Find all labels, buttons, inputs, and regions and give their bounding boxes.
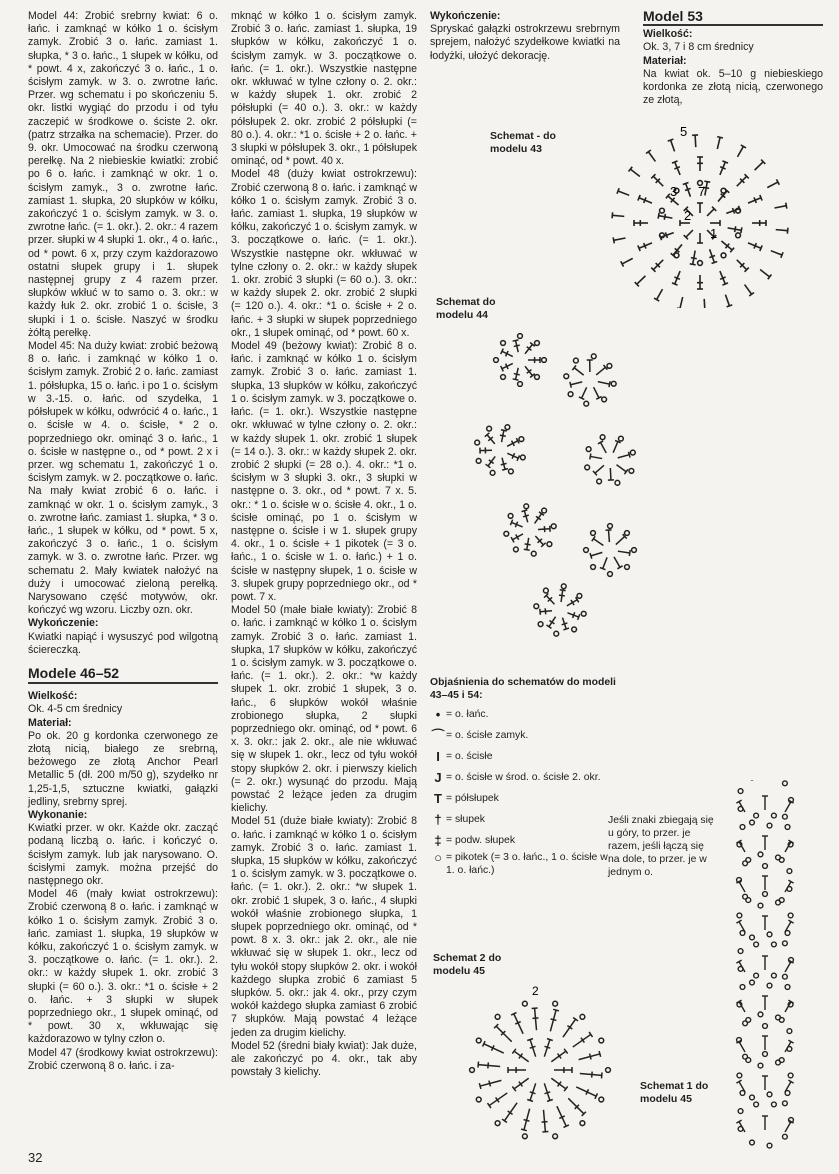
page-number: 32 — [28, 1150, 43, 1165]
diagram-number: 2 — [684, 208, 692, 223]
column-2 — [231, 10, 417, 1079]
schemat-2-label: Schemat 2 do modelu 45 — [433, 952, 502, 977]
diagram-number: 5 — [680, 124, 688, 139]
work-label: Wykonanie: — [28, 808, 88, 821]
model-46-text: Model 46 (mały kwiat ostrokrzewu): Zrobić czerwoną 8 o. łańc. i zamknąć w kółko 1 o. ścisłym zamyk. Zrobić 3 o. łańc. zamiast 1. słupka, 19 słupków w kółku, zakończyć 1 o. ścisłym zamyk. w 3. początkowe o. łańc. (= 1. okr.). 2. okr.: w każdy słupek 1. okr. zrobić 3 słupki (= 60 o.). 3. okr.: *1 o. ścisłe + 2 o. łańc. + 3 słupki w słupek poprzedniego okr., 1 słupek ominąć, od * powt. 30 x, wkłuwając się każdorazowo w tylny człon o. — [28, 888, 218, 1046]
half-double-icon: T — [434, 791, 442, 806]
material-label-53: Materiał: — [643, 54, 687, 67]
size-text-53: Ok. 3, 7 i 8 cm średnicy — [643, 41, 754, 54]
chain-icon: • — [435, 707, 441, 722]
diagram-number: 3 — [670, 184, 678, 199]
crochet-diagram-45-1 — [700, 780, 830, 1160]
section-title-46-52: Modele 46–52 — [28, 667, 218, 684]
column-3-top — [430, 10, 620, 63]
schemat-44-label: Schemat do modelu 44 — [436, 296, 496, 321]
model-47-text: Model 47 (środkowy kwiat ostrokrzewu): Zrobić czerwoną 8 o. łańc. i za- — [28, 1046, 218, 1072]
legend-item: J = o. ścisłe w środ. o. ścisłe 2. okr. — [430, 767, 620, 788]
material-label: Materiał: — [28, 716, 72, 729]
note-text: Jeśli znaki zbiegają się u góry, to przer. je razem, jeśli łączą się na dole, to przer. je w jednym o. — [608, 815, 714, 878]
material-text: Po ok. 20 g kordonka czerwonego ze złotą nicią, białego ze srebrną, beżowego ze złotą Anchor Pearl Metallic 5 (dł. 200 m/50 g), szydełko nr 1,25-1,5, sztuczne kwiatki, gałązki jedliny, srebrny sprej. — [28, 729, 218, 808]
diagram-number: 2 — [532, 984, 539, 998]
legend-item: ‡ = podw. słupek — [430, 830, 620, 851]
crochet-diagram-43 — [560, 118, 820, 308]
size-text: Ok. 4-5 cm średnicy — [28, 703, 123, 716]
finish-label: Wykończenie: — [28, 617, 99, 630]
picot-icon: ○ — [434, 850, 442, 865]
diagram-number: 7 — [698, 184, 706, 199]
legend-item: T = półsłupek — [430, 788, 620, 809]
work-text: Kwiatki przer. w okr. Każde okr. zacząć podaną liczbą o. łańc. i kończyć o. ścisłym zamyk. lub jak narysowano. O. ścisłymi zamyk. można przejść do następnego okr. — [28, 822, 218, 887]
model-49-text: Model 49 (beżowy kwiat): Zrobić 8 o. łańc. i zamknąć w kółko 1 o. ścisłym zamyk. Zrobić 3 o. łańc. zamiast 1. słupka, 13 słupków w kółku, zakończyć 1 o. ścisłym zamyk. w 3. początkowe o. łańc. (= 1. okr.). Wszystkie następne okr. wkłuwać w tylne człony o. 2. okr.: w każdy słupek 1. okr. zrobić 1 słupek (= 14 o.). 3. okr.: w każdy słupek 2. okr. zrobić 2 słupki (= 28 o.). 4. okr.: *1 o. ścisłym w 3 słupki 3. okr., 3 słupki w następne o. 3. okr., od * powt. 7 x. 5. okr.: * 1 o. ścisłe w o. ścisłe 4. okr., 1 o. ścisłe ominąć, po 1 o. ścisłym w następne o. ścisłe i w 1. słupek grupy 4. okr., 1 o. ścisłe + 1 pikotek (= 3 o. łańc., 1 o. ścisłe w 1. o. łańc.) + 1 o. ścisłe w następny słupek, 1 o. ścisłe w 3. słupek grupy poprzedniego okr., od * powt. 7 x. — [231, 340, 417, 603]
crochet-diagram-45-2 — [440, 975, 640, 1155]
model-51-text: Model 51 (duże białe kwiaty): Zrobić 8 o. łańc. i zamknąć w kółko 1 o. ścisłym zamyk. Zrobić 3 o. łańc. zamiast 1. słupka, 15 słupków w kółku, zakończyć 1 o. ścisłym zamyk. w 3. początkowe o. łańc. (= 1. okr.). 2. okr.: *w słupek 1. okr. zrobić 1 słupek, 3 o. łańc., 4 słupki wokół właśnie zrobionego słupka, 1 słupek poprzedniego okr. ominąć, od * powt. 8 x. 3. okr.: jak 2. okr., ale nie wkłuwać się w słupek 1. okr., lecz od tyłu wokół stopy słupków 2. okr. i wokół każdego słupka zrobić 6 zamiast 5 słupków. 5. okr.: jak 4. okr., przy czym wokół każdego słupka zamiast 6 zrobić 7 słupków. Mają powstać 4 leżące jeden za drugim kielichy. — [231, 815, 417, 1039]
model-47-cont-text: mknąć w kółko 1 o. ścisłym zamyk. Zrobić 3 o. łańc. zamiast 1. słupka, 19 słupków w kółku, zakończyć 1 o. ścisłym zamyk. w 3. początkowe o. łańc. (= 1. okr.). Wszystkie następne okr. wkłuwać w tylne człony o. 2. okr.: w każdy słupek 1. okr. zrobić 2 półsłupki (= 40 o.). 3. okr.: w każdy półsłupek 2. okr. zrobić 2 półsłupki (= 80 o.). 4. okr.: *1 o. ścisłe + 2 o. łańc. + 3 słupki w półsłupek 3. okr., 1 półsłupek ominąć, od * powt. 40 x. — [231, 10, 417, 168]
model-53-title: Model 53 — [643, 10, 823, 26]
legend-item: ○ = pikotek (= 3 o. łańc., 1 o. ścisłe w 1. o. łańc.) — [430, 851, 620, 879]
finish-text-2: Spryskać gałązki ostrokrzewu srebrnym sprejem, nałożyć szydełkowe kwiatki na łodyżki, ułożyć dekorację. — [430, 23, 620, 62]
legend-title: Objaśnienia do schematów do modeli 43–45 i 54: — [430, 677, 616, 701]
single-crochet-center-icon: J — [434, 770, 442, 785]
slip-stitch-icon: ⌒ — [431, 728, 445, 743]
legend-item: • = o. łańc. — [430, 704, 620, 725]
legend-item: I = o. ścisłe — [430, 746, 620, 767]
model-52-text: Model 52 (średni biały kwiat): Jak duże, ale zakończyć po 4. okr., tak aby powstały 3 kielichy. — [231, 1039, 417, 1079]
column-1 — [28, 10, 218, 1073]
finish-text: Kwiatki napiąć i wysuszyć pod wilgotną ściereczką. — [28, 630, 218, 656]
column-4-top — [643, 10, 823, 107]
material-text-53: Na kwiat ok. 5–10 g niebieskiego kordonka ze złotą nicią, czerwonego ze złotą, — [643, 67, 823, 107]
size-label-53: Wielkość: — [643, 28, 693, 41]
single-crochet-icon: I — [436, 749, 440, 764]
model-44-text: Model 44: Zrobić srebrny kwiat: 6 o. łańc. i zamknąć w kółko 1 o. ścisłym zamyk. Zrobić 3 o. łańc. zamiast 1. słupka, * 3 o. łańc., 1 słupek w kółku, od * powt. 4 x, zakończyć 3 o. łańc., 1 o. ścisłym zamyk. w 3. o. zwrotne łańc. Przer. wg schematu i po skończeniu 5. okr. listki wygiąć do przodu i od tyłu zaczepić w środkowe o. ściste 2. okr. (patrz strzałka na schemacie). Przer. do 9. okr. Umocować na środku czerwoną perełkę. Na 2 niebieskie kwiatki: zrobić po 6 o. łańc. i zamknąć w okr. 1 o. ścisłym zamyk., 3 o. zwrotne łańc. zamiast 1. słupka, 20 słupków w kółku, zakończyć 1 o. ścisłym zamyk. w 3. o. zwrotne łańc. (= 1. okr.). 2. okr.: 4 razem przer. słupki w 4 słupki 1. okr., 4 o. łańc., od * powt. 6 x, przy czym każdorazowo ostatni słupek grupy i 1. słupek następnej grupy z 4 razem przer. słupków wkłuć w to samo o. 3. okr.: w każdy łuk 2. okr. zrobić 1 o. ścisłe, 3 słupki i 1 o. ścisłe. Naszyć w środku żółtą perełkę. — [28, 10, 218, 339]
schemat-1-label: Schemat 1 do modelu 45 — [640, 1080, 709, 1105]
double-crochet-icon: † — [434, 812, 442, 827]
model-45-text: Model 45: Na duży kwiat: zrobić beżową 8 o. łańc. i zamknąć w kółko 1 o. ścisłym zamyk. Zrobić 2 o. łańc. zamiast 1. półsłupka, 15 o. łańc. i po 1 o. ścisłym w 3.-15. o. łańc. od szydełka, 1 półsłupek w kółku, odwrócić 4 o. łańc., 1 o. ścisłe w 4. o. ścisłe, * 2 o. poprzedniego okr. ominąć 3 o. łańc., 1 o. ścisłe w następne o., od * powt. 2 x i przer. wg schematu 1, zakończyć 1 o. ścisłym zamyk. w 2. początkowe o. łańc. Na mały kwiat zrobić 6 o. łańc. i zamknąć w okr. 1 o. ścisłym zamyk., 3 o. zwrotne łańc. zamiast 1. słupka, * 3 o. łańc., 1 słupek w kółku, od * powt. 5 x, zakończyć 3 o. łańc., 1 o. ścisłym zamyk. w 3. o. zwrotne łańc. Przer. wg schematu 2. Mały kwiatek nałożyć na duży i umocować zieloną perełką. Narysowano część motywów, okr. kończyć wg wzoru. Liczby ozn. okr. — [28, 340, 218, 617]
legend-item: ⌒ = o. ścisłe zamyk. — [431, 728, 529, 743]
model-50-text: Model 50 (małe białe kwiaty): Zrobić 8 o. łańc. i zamknąć w kółko 1 o. ścisłym zamyk. Zrobić 3 o. łańc. zamiast 1. słupka, 17 słupków w kółku, zakończyć 1 o. ścisłym zamyk. w 3. początkowe o. łańc. (= 1. okr.). 2. okr.: *w każdy słupek 1. okr. zrobić 1 słupek, 3 o. łańc., 6 słupków wokół właśnie zrobionego słupka, 2 słupki poprzedniego okr. ominąć, od * powt. 6 x. 3. okr.: jak 2. okr., ale nie wkłuwać się w słupek 1. okr., lecz od tyłu wokół stopy słupków 2. okr. i pierwszy kielich (= 2. okr.) wysunąć do przodu. Mają powstać 2 leżące jeden za drugim kielichy. — [231, 604, 417, 815]
finish-label-2: Wykończenie: — [430, 10, 501, 22]
treble-crochet-icon: ‡ — [434, 833, 442, 848]
crochet-diagram-44 — [440, 320, 700, 650]
model-48-text: Model 48 (duży kwiat ostrokrzewu): Zrobić czerwoną 8 o. łańc. i zamknąć w kółko 1 o. ścisłym zamyk. Zrobić 3 o. łańc. zamiast 1. słupka, 19 słupków w kółku, zakończyć 1 o. ścisłym zamyk. w 3. początkowe o. łańc. (= 1. okr.). Wszystkie następne okr. wkłuwać w tylne człony o. 2. okr.: w każdy słupek 1. okr. zrobić 3 słupki (= 60 o.). 3. okr.: w każdy słupek 2. okr. zrobić 2 słupki (= 120 o.). 4. okr.: *1 o. ścisłe + 2 o. łańc. + 3 słupki w słupek poprzedniego okr., 1 słupek ominąć, od * powt. 60 x. — [231, 168, 417, 339]
legend — [430, 676, 620, 879]
legend-item: † = słupek — [430, 809, 620, 830]
schemat-43-label: Schemat - do modelu 43 — [490, 130, 556, 155]
diagram-number: 1 — [710, 226, 718, 241]
size-label: Wielkość: — [28, 690, 78, 703]
